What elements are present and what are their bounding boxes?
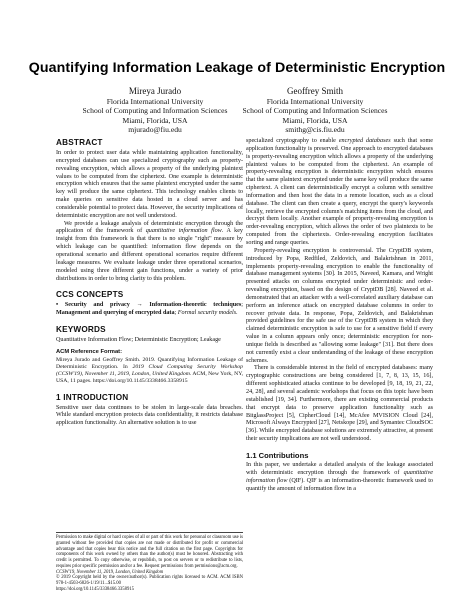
author-email: mjurado@fiu.edu xyxy=(128,125,182,135)
keywords-text: Quantitative Information Flow; Deterministic Encryption; Leakage xyxy=(56,337,221,344)
emphasis: encrypted databases xyxy=(338,138,391,144)
reference-format-text xyxy=(56,357,243,386)
contributions-heading: 1.1 Contributions xyxy=(246,450,309,460)
text-run: In this paper, we undertake a detailed analysis of the leakage associated with deterministic encryption through the framework of xyxy=(246,462,433,477)
emphasis: quantitative information flow xyxy=(246,470,433,485)
ccs-concepts xyxy=(56,302,243,318)
copyright-footnote xyxy=(56,532,243,593)
doi-line: https://doi.org/10.1145/3338466.3358915 xyxy=(56,586,134,592)
abstract-paragraph-1: In order to protect user data while maintaining application functionality, encrypted databases can use specialized cryptography such as property-revealing encryption, which allows a property of the underlying plaintext values to be computed from the ciphertext. One example is deterministic encryption which ensures that the same plaintext encrypted under the same key will produce the same ciphertext. This technology enables clients to make queries on sensitive data hosted in a cloud server and has considerable potential to protect data. However, the security implications of deterministic encryption are not well understood. xyxy=(56,150,243,219)
intro-paragraph-1-cont xyxy=(246,138,433,248)
abstract-paragraph-2 xyxy=(56,221,243,284)
author-block-2 xyxy=(215,86,415,135)
right-column xyxy=(246,138,433,494)
introduction-paragraph-1: Sensitive user data continues to be stolen in large-scale data breaches. While standard encryption protects data confidentiality, it restricts database application functionality. An alternative solution is to use xyxy=(56,404,243,427)
abstract-heading: ABSTRACT xyxy=(56,138,103,147)
author-location: Miami, Florida, USA xyxy=(122,115,188,125)
author-name: Geoffrey Smith xyxy=(286,86,344,96)
separator: ; xyxy=(241,302,243,309)
text-run: such that some application functionality is preserved. One approach to encrypted databases is property-revealing encryption which allows a property of the underlying plaintext values to be computed from the ciphertext. An example of property-revealing encryption is deterministic encryption which ensures that the same plaintext encrypted under the same key will produce the same ciphertext. A client can deterministically encrypt a column with sensitive information and then host the data in a remote location, such as a cloud database. The client can then create a query, encrypt the query's keywords locally, retrieve the encrypted column's matching items from the cloud, and decrypt them locally. Another example of property-revealing encryption is order-revealing encryption, which allows the order of two plaintexts to be computed from the ciphertexts. Order-revealing encryption facilitates sorting and range queries. xyxy=(246,138,434,246)
text-run: Mireya Jurado and Geoffrey Smith. 2019. Quantifying Information Leakage of Deterministic Encryption. In xyxy=(56,356,243,370)
contributions-paragraph xyxy=(246,462,433,493)
text-run: (QIF). QIF is an information-theoretic framework used to quantify the amount of information flow in a xyxy=(246,478,433,492)
separator: ; xyxy=(174,310,178,317)
ccs-concept: Formal security models. xyxy=(177,310,238,317)
introduction-heading: 1 INTRODUCTION xyxy=(56,392,129,402)
intro-paragraph-2: Property-revealing encryption is controversial. The CryptDB system, introduced by Popa, Redfiled, Zeldovich, and Balakrishnan in 2011, implements property-revealing encryption to enable the functionality of database management systems [30]. In 2015, Naveed, Kamara, and Wright presented attacks on columns encrypted under deterministic and order-revealing encryption, based on the design of CryptDB [28]. Naveed et al. demonstrated that an attacker with a well-correlated auxiliary database can perform an inference attack on encrypted database columns in order to recover private data. In response, Popa, Zeldovich, and Balakrishnan provided guidelines for the safe use of the CryptDB system in which they claimed deterministic encryption is safe to use for a sensitive field if every value in a column appears only once; deterministic encryption for non-unique fields is described as "allowing some leakage" [31]. But there does not currently exist a clear understanding of the leakage of these encryption schemes. xyxy=(246,247,433,364)
text-run: specialized cryptography to enable xyxy=(246,138,339,144)
text-run: We provide a leakage analysis of deterministic encryption through the application of the framework of xyxy=(56,220,243,235)
ccs-concept: • Security and privacy → Information-theoretic techniques xyxy=(56,302,242,309)
reference-format-heading: ACM Reference Format: xyxy=(56,348,123,355)
author-email: smithg@cis.fiu.edu xyxy=(285,125,345,135)
emphasis: 2019 Cloud Computing Security Workshop (CCSW'19), November 11, 2019, London, United Kingdom. xyxy=(56,363,243,378)
text-run: . A key insight from this framework is that there is no single "right" measure by which leakage can be quantified: information flow depends on the operational scenario and different operational scenarios require different leakage measures. We evaluate leakage under three operational scenarios, modeled using three different gain functions, under a variety of prior distributions in order to bring clarity to this problem. xyxy=(56,228,243,282)
author-location: Miami, Florida, USA xyxy=(282,115,348,125)
author-name: Mireya Jurado xyxy=(128,86,182,96)
permission-notice: Permission to make digital or hard copies of all or part of this work for personal or classroom use is granted without fee provided that copies are not made or distributed for profit or commercial advantage and that copies bear this notice and the full citation on the first page. Copyrights for components of this work owned by others than the author(s) must be honored. Abstracting with credit is permitted. To copy otherwise, or republish, to post on servers or to redistribute to lists, requires prior specific permission and/or a fee. Request permissions from permissions@acm.org. xyxy=(56,535,243,569)
author-department: School of Computing and Information Sciences xyxy=(242,106,388,116)
ccs-concept: Management and querying of encrypted data xyxy=(56,310,175,317)
author-affiliation: Florida International University xyxy=(266,97,364,106)
paper-title: Quantifying Information Leakage of Deterministic Encryption xyxy=(28,60,446,76)
author-department: School of Computing and Information Sciences xyxy=(82,106,228,116)
emphasis: quantitative information flow xyxy=(145,228,222,235)
left-column xyxy=(56,138,243,428)
text-run: ACM, New York, NY, USA, 11 pages. https://doi.org/10.1145/3338466.3358915 xyxy=(56,371,244,385)
conference-line: CCSW'19, November 11, 2019, London, United Kingdom xyxy=(56,569,164,575)
keywords-heading: KEYWORDS xyxy=(56,325,106,335)
copyright-line: © 2019 Copyright held by the owner/author(s). Publication rights licensed to ACM. ACM ISBN 978-1-4503-6826-1/19/11...$15.00 xyxy=(56,575,243,586)
intro-paragraph-3: There is considerable interest in the field of encrypted databases: many cryptographic constructions are being considered [1, 7, 8, 13, 15, 16], different sophisticated attacks continue to be developed [9, 18, 19, 21, 22, 24, 28], and several academic workshops that focus on this topic have been established [19, 34]. Furthermore, there are existing commercial products that encrypt data to preserve application functionality such as BitglassProject [5], CipherCloud [14], McAfee MVISION Cloud [24], Microsoft Always Encrypted [27], Netskope [29], and Symantec CloudSOC [36]. While encrypted database solutions are extremely attractive, at present their security implications are not well understood. xyxy=(246,365,433,443)
author-affiliation: Florida International University xyxy=(106,97,204,106)
ccs-heading: CCS CONCEPTS xyxy=(56,290,124,300)
